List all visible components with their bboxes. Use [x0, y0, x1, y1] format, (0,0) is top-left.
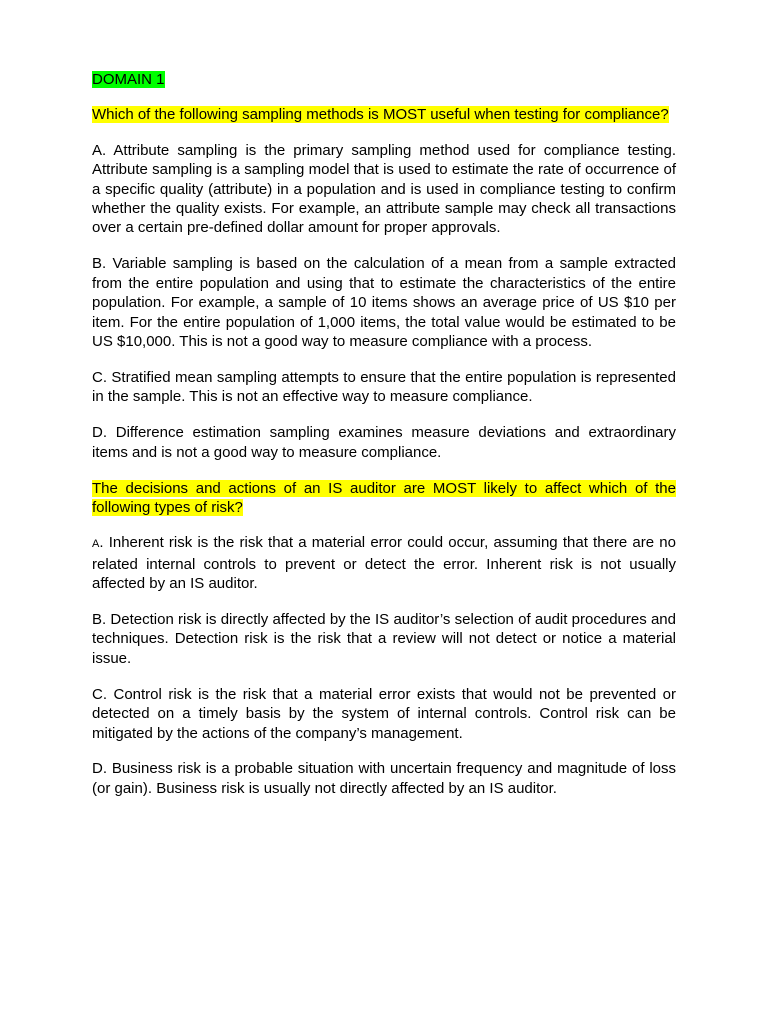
question-1 [92, 105, 676, 124]
question-1-answer-c: C. Stratified mean sampling attempts to ensure that the entire population is represented in the sample. This is not an effective way to measure compliance. [92, 368, 676, 406]
question-1-answer-d: D. Difference estimation sampling examines measure deviations and extraordinary items and is not a good way to measure compliance. [92, 424, 676, 461]
question-1-answer-a: A. Attribute sampling is the primary sampling method used for compliance testing. Attribute sampling is a sampling model that is used to estimate the rate of occurrence of a specific quality (attribute) in a population and is used in compliance testing to confirm whether the quality exists. For example, an attribute sample may check all transactions over a certain pre-defined dollar amount for proper approvals. [92, 141, 676, 237]
question-1-answer-b: B. Variable sampling is based on the calculation of a mean from a sample extracted from the entire population and using that to estimate the characteristics of the entire population. For example, a sample of 10 items shows an average price of US $10 per item. For the entire population of 1,000 items, the total value would be estimated to be US $10,000. This is not a good way to measure compliance with a process. [92, 255, 676, 350]
question-2 [92, 479, 676, 518]
question-2-answer-b: B. Detection risk is directly affected by the IS auditor’s selection of audit procedures and techniques. Detection risk is the risk that a review will not detect or notice a material issue. [92, 611, 676, 667]
question-2-answer-d: D. Business risk is a probable situation with uncertain frequency and magnitude of loss (or gain). Business risk is usually not directly affected by an IS auditor. [92, 760, 676, 797]
question-2-answer-c: C. Control risk is the risk that a material error exists that would not be prevented or detected on a timely basis by the system of internal controls. Control risk can be mitigated by the actions of the company’s management. [92, 685, 676, 742]
domain-heading [92, 70, 676, 89]
question-2-answer-a-letter: A [92, 538, 100, 551]
question-2-text: The decisions and actions of an IS auditor are MOST likely to affect which of the following types of risk? [92, 479, 676, 516]
question-2-answer-a-text: . Inherent risk is the risk that a material error could occur, assuming that there are no related internal controls to prevent or detect the error. Inherent risk is not usually affected by an IS auditor. [92, 534, 676, 593]
question-1-text: Which of the following sampling methods is MOST useful when testing for compliance? [92, 106, 669, 124]
document-page [92, 70, 676, 815]
question-2-answer-a [92, 533, 676, 593]
domain-heading-text: DOMAIN 1 [92, 71, 165, 88]
